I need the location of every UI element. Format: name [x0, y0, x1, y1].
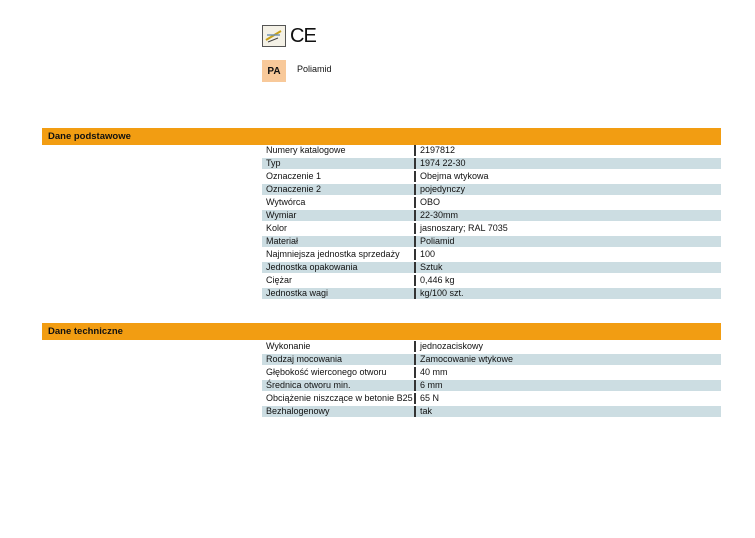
- row-label: Jednostka wagi: [262, 288, 416, 299]
- material-name: Poliamid: [297, 64, 332, 74]
- row-label: Jednostka opakowania: [262, 262, 416, 273]
- row-label: Typ: [262, 158, 416, 169]
- row-label: Oznaczenie 1: [262, 171, 416, 182]
- row-label: Wymiar: [262, 210, 416, 221]
- table-row: [262, 380, 721, 393]
- section-header-technical: [42, 323, 721, 340]
- spec-table-technical: [262, 341, 721, 419]
- spec-table-basic: [262, 145, 721, 301]
- row-value: 0,446 kg: [420, 275, 455, 285]
- section-header-basic: [42, 128, 721, 145]
- row-value: tak: [420, 406, 433, 416]
- row-value: 2197812: [420, 145, 456, 155]
- table-row: [262, 393, 721, 406]
- row-label: Ciężar: [262, 275, 416, 286]
- row-label: Oznaczenie 2: [262, 184, 416, 195]
- row-value: 22-30mm: [420, 210, 459, 220]
- table-row: [262, 275, 721, 288]
- section-title: Dane podstawowe: [48, 131, 131, 142]
- row-label: Wytwórca: [262, 197, 416, 208]
- row-value: 100: [420, 249, 436, 259]
- section-title: Dane techniczne: [48, 326, 123, 337]
- row-label: Kolor: [262, 223, 416, 234]
- row-label: Numery katalogowe: [262, 145, 416, 156]
- table-row: [262, 262, 721, 275]
- row-label: Bezhalogenowy: [262, 406, 416, 417]
- row-value: kg/100 szt.: [420, 288, 464, 298]
- row-label: Obciążenie niszczące w betonie B25: [262, 393, 416, 404]
- row-label: Najmniejsza jednostka sprzedaży: [262, 249, 416, 260]
- row-value: OBO: [420, 197, 441, 207]
- row-value: Obejma wtykowa: [420, 171, 489, 181]
- row-label: Wykonanie: [262, 341, 416, 352]
- row-value: 40 mm: [420, 367, 448, 377]
- row-label: Materiał: [262, 236, 416, 247]
- table-row: [262, 354, 721, 367]
- row-value: jednozaciskowy: [420, 341, 484, 351]
- row-value: 65 N: [420, 393, 440, 403]
- table-row: [262, 158, 721, 171]
- table-row: [262, 210, 721, 223]
- vde-certification-icon: [262, 25, 286, 47]
- table-row: [262, 223, 721, 236]
- row-value: pojedynczy: [420, 184, 466, 194]
- table-row: [262, 406, 721, 419]
- row-label: Średnica otworu min.: [262, 380, 416, 391]
- ce-mark-icon: CE: [290, 25, 316, 47]
- table-row: [262, 288, 721, 301]
- certification-logos: [262, 24, 316, 48]
- table-row: [262, 341, 721, 354]
- table-row: [262, 236, 721, 249]
- table-row: [262, 184, 721, 197]
- table-row: [262, 171, 721, 184]
- table-row: [262, 197, 721, 210]
- row-value: 6 mm: [420, 380, 443, 390]
- material-indicator: [262, 60, 332, 82]
- row-value: Sztuk: [420, 262, 443, 272]
- material-code-badge: PA: [262, 60, 286, 82]
- table-row: [262, 249, 721, 262]
- row-label: Rodzaj mocowania: [262, 354, 416, 365]
- row-label: Głębokość wierconego otworu: [262, 367, 416, 378]
- row-value: 1974 22-30: [420, 158, 466, 168]
- table-row: [262, 367, 721, 380]
- table-row: [262, 145, 721, 158]
- row-value: Zamocowanie wtykowe: [420, 354, 514, 364]
- row-value: jasnoszary; RAL 7035: [420, 223, 508, 233]
- row-value: Poliamid: [420, 236, 455, 246]
